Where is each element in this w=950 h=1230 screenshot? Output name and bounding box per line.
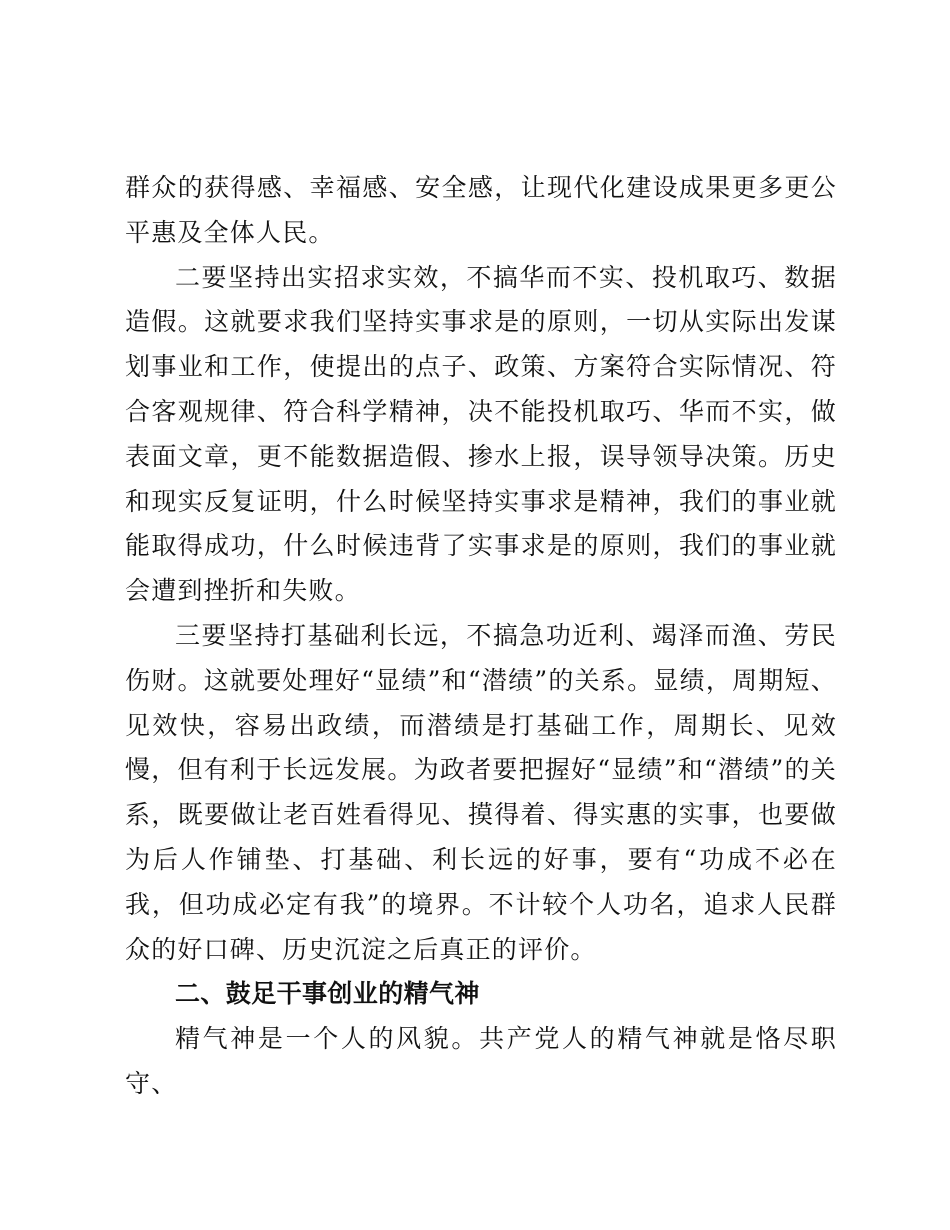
paragraph-continuation: 群众的获得感、幸福感、安全感，让现代化建设成果更多更公平惠及全体人民。 <box>125 173 837 247</box>
section-heading: 二、鼓足干事创业的精气神 <box>175 979 480 1009</box>
paragraph-section-intro: 精气神是一个人的风貌。共产党人的精气神就是恪尽职守、 <box>125 1024 837 1098</box>
document-body <box>125 166 837 1107</box>
paragraph-point-three: 三要坚持打基础利长远，不搞急功近利、竭泽而渔、劳民伤财。这就要处理好“显绩”和“潜绩”的关系。显绩，周期短、见效快，容易出政绩，而潜绩是打基础工作，周期长、见效慢，但有利于长远发展。为政者要把握好“显绩”和“潜绩”的关系，既要做让老百姓看得见、摸得着、得实惠的实事，也要做为后人作铺垫、打基础、利长远的好事，要有“功成不必在我，但功成必定有我”的境界。不计较个人功名，追求人民群众的好口碑、历史沉淀之后真正的评价。 <box>125 620 837 964</box>
paragraph-point-two: 二要坚持出实招求实效，不搞华而不实、投机取巧、数据造假。这就要求我们坚持实事求是的原则，一切从实际出发谋划事业和工作，使提出的点子、政策、方案符合实际情况、符合客观规律、符合科学精神，决不能投机取巧、华而不实，做表面文章，更不能数据造假、掺水上报，误导领导决策。历史和现实反复证明，什么时候坚持实事求是精神，我们的事业就能取得成功，什么时候违背了实事求是的原则，我们的事业就会遭到挫折和失败。 <box>125 262 837 606</box>
